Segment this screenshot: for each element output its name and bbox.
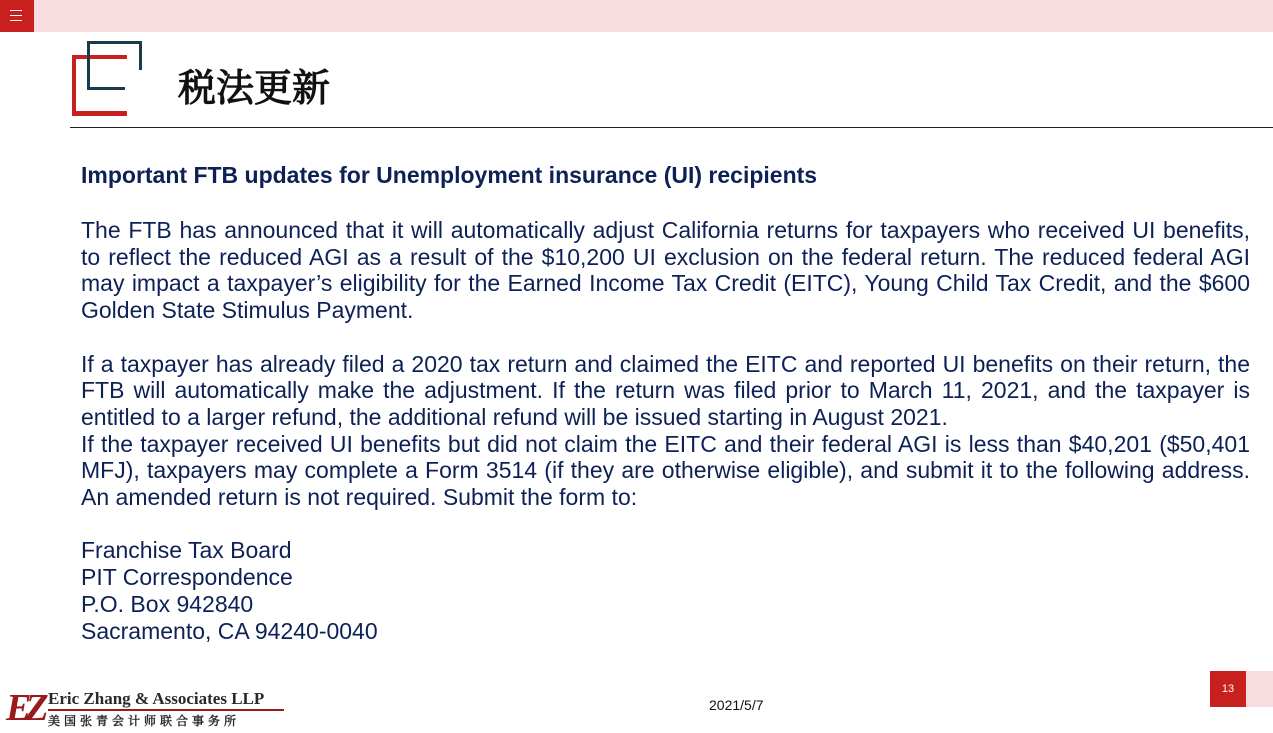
logo-chinese-name: 美国张青会计师联合事务所: [48, 714, 241, 728]
logo-name: Eric Zhang & Associates LLP: [48, 689, 265, 708]
address-line: P.O. Box 942840: [81, 590, 254, 617]
company-logo: [6, 688, 286, 730]
paragraph-2: If a taxpayer has already filed a 2020 tax return and claimed the EITC and reported UI benefits on their return, the FTB will automatically make the adjustment. If the return was filed prior to March 11, 2021, and the taxpayer is entitled to a larger refund, the additional refund will be issued starting in August 2021.: [81, 350, 1250, 430]
page-number: 13: [1210, 671, 1246, 707]
slide-date: 2021/5/7: [709, 697, 764, 713]
top-band: [0, 0, 1273, 32]
address-line: Sacramento, CA 94240-0040: [81, 617, 378, 644]
address-line: Franchise Tax Board: [81, 537, 292, 564]
logo-mark: EZ: [6, 687, 43, 729]
content-heading: Important FTB updates for Unemployment insurance (UI) recipients: [81, 162, 818, 188]
mailing-address: [81, 537, 1250, 644]
menu-button[interactable]: [0, 0, 34, 32]
paragraph-1: The FTB has announced that it will automatically adjust California returns for taxpayers who received UI benefits, to reflect the reduced AGI as a result of the $10,200 UI exclusion on the federal return. The reduced federal AGI may impact a taxpayer’s eligibility for the Earned Income Tax Credit (EITC), Young Child Tax Credit, and the $600 Golden State Stimulus Payment.: [81, 217, 1250, 324]
logo-divider: [48, 709, 284, 711]
title-bracket-icon: [70, 41, 144, 119]
page-title: 税法更新: [178, 66, 331, 110]
title-divider: [70, 127, 1273, 128]
paragraph-3: If the taxpayer received UI benefits but did not claim the EITC and their federal AGI is less than $40,201 ($50,401 MFJ), taxpayers may complete a Form 3514 (if they are otherwise eligible), and submit it to the following address. An amended return is not required. Submit the form to:: [81, 430, 1250, 511]
address-line: PIT Correspondence: [81, 564, 293, 591]
page-number-band: [1246, 671, 1273, 707]
slide-content: [81, 160, 1250, 644]
